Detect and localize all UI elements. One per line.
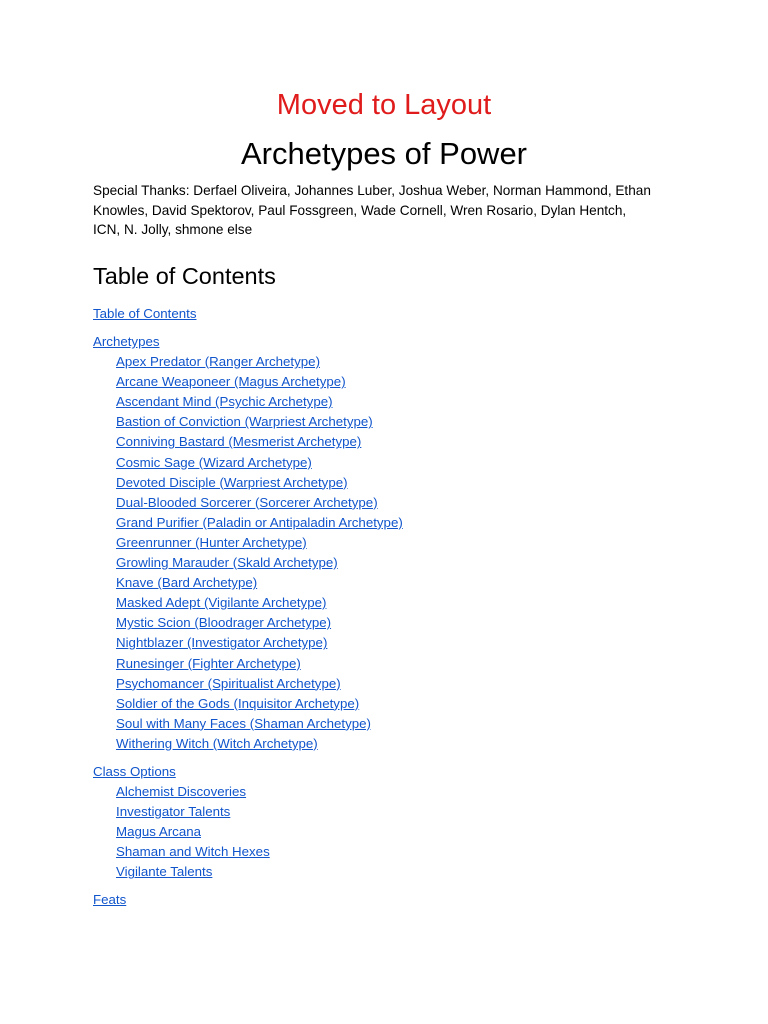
toc-self-section [93,304,197,324]
document-title: Archetypes of Power [240,136,528,171]
moved-notice: Moved to Layout [276,89,492,121]
toc-link-runesinger[interactable]: Runesinger (Fighter Archetype) [116,655,301,671]
toc-link-arcane-weaponeer[interactable]: Arcane Weaponeer (Magus Archetype) [116,374,346,390]
toc-link-vigilante-talents[interactable]: Vigilante Talents [116,864,213,880]
toc-link-apex-predator[interactable]: Apex Predator (Ranger Archetype) [116,354,320,370]
toc-link-conniving-bastard[interactable]: Conniving Bastard (Mesmerist Archetype) [116,434,362,450]
toc-link-investigator-talents[interactable]: Investigator Talents [116,804,231,820]
toc-link-feats[interactable]: Feats [93,892,127,907]
toc-link-psychomancer[interactable]: Psychomancer (Spiritualist Archetype) [116,675,341,691]
toc-link-growling-marauder[interactable]: Growling Marauder (Skald Archetype) [116,555,338,571]
toc-link-soldier-of-the-gods[interactable]: Soldier of the Gods (Inquisitor Archetype) [116,695,360,711]
toc-link-bastion-of-conviction[interactable]: Bastion of Conviction (Warpriest Archetype) [116,414,373,430]
toc-link-shaman-and-witch-hexes[interactable]: Shaman and Witch Hexes [116,844,270,860]
toc-class-options-list [93,782,270,882]
toc-link-nightblazer[interactable]: Nightblazer (Investigator Archetype) [116,635,328,651]
special-thanks: Special Thanks: Derfael Oliveira, Johannes Luber, Joshua Weber, Norman Hammond, Ethan Knowles, David Spektorov, Paul Fossgreen, Wade Cornell, Wren Rosario, Dylan Hentch, ICN, N. Jolly, shmone else [93,183,651,237]
toc-link-masked-adept[interactable]: Masked Adept (Vigilante Archetype) [116,595,327,611]
toc-heading: Table of Contents [93,263,276,289]
toc-link-grand-purifier[interactable]: Grand Purifier (Paladin or Antipaladin Archetype) [116,514,403,530]
toc-link-class-options[interactable]: Class Options [93,764,176,779]
toc-link-knave[interactable]: Knave (Bard Archetype) [116,575,258,591]
toc-link-cosmic-sage[interactable]: Cosmic Sage (Wizard Archetype) [116,454,312,470]
toc-link-archetypes[interactable]: Archetypes [93,334,160,349]
toc-link-soul-with-many-faces[interactable]: Soul with Many Faces (Shaman Archetype) [116,715,371,731]
toc-link-magus-arcana[interactable]: Magus Arcana [116,824,202,840]
toc-class-options-section [93,762,270,883]
toc-link-greenrunner[interactable]: Greenrunner (Hunter Archetype) [116,534,307,550]
toc-link-ascendant-mind[interactable]: Ascendant Mind (Psychic Archetype) [116,394,333,410]
toc-archetypes-section [93,332,403,754]
toc-link-table-of-contents[interactable]: Table of Contents [93,306,197,321]
toc-link-devoted-disciple[interactable]: Devoted Disciple (Warpriest Archetype) [116,474,348,490]
toc-link-mystic-scion[interactable]: Mystic Scion (Bloodrager Archetype) [116,615,332,631]
toc-archetypes-list [93,352,403,754]
toc-link-alchemist-discoveries[interactable]: Alchemist Discoveries [116,784,247,800]
toc-link-dual-blooded-sorcerer[interactable]: Dual-Blooded Sorcerer (Sorcerer Archetype) [116,494,378,510]
toc-feats-section [93,890,126,910]
toc-link-withering-witch[interactable]: Withering Witch (Witch Archetype) [116,735,318,751]
